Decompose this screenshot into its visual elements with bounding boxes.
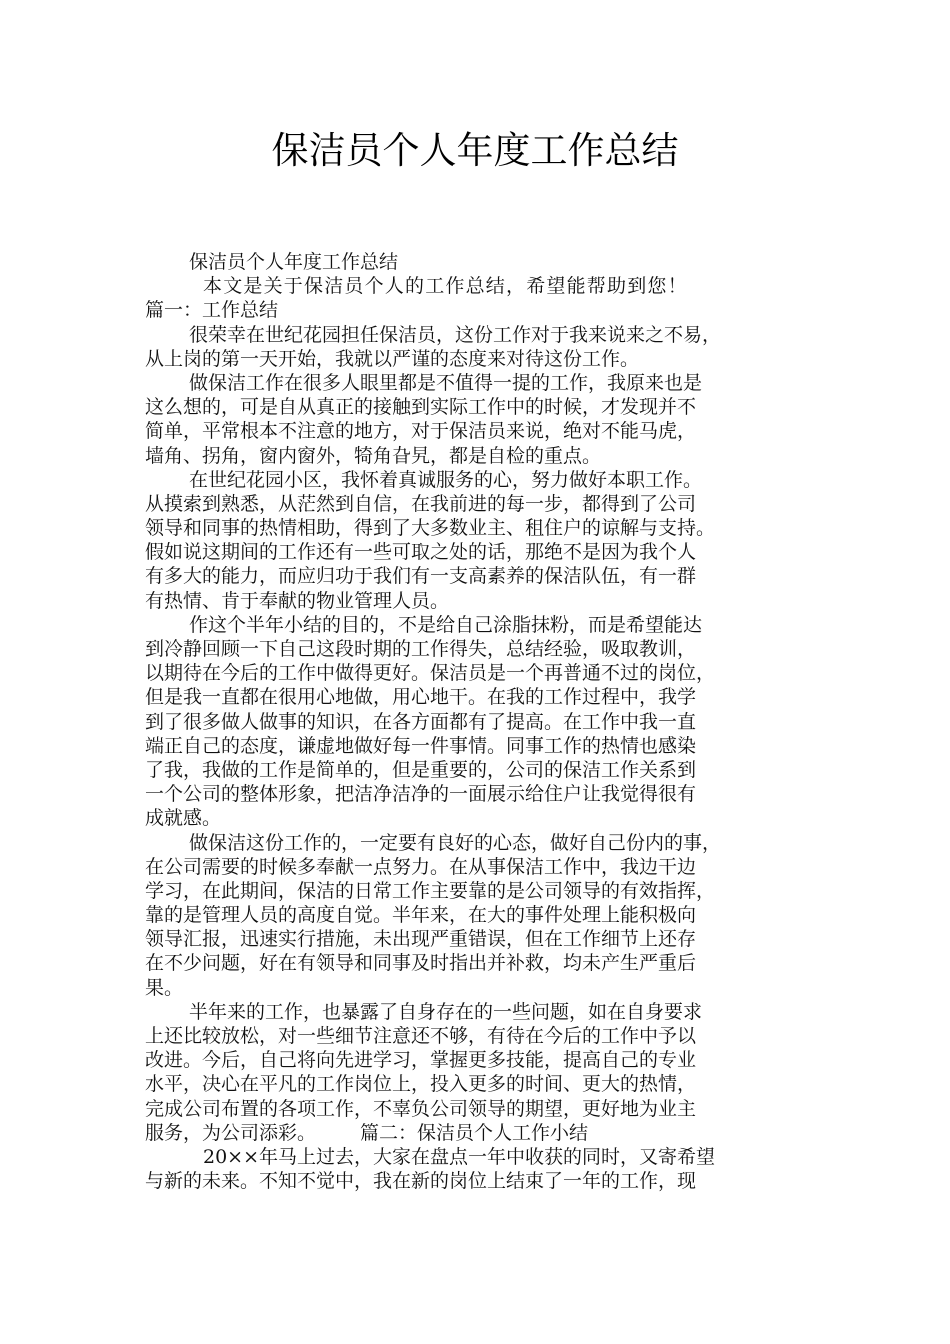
paragraph-line: 在公司需要的时候多奉献一点努力。在从事保洁工作中，我边干边	[145, 855, 697, 878]
paragraph-line: 墙角、拐角，窗内窗外，犄角旮旯，都是自检的重点。	[145, 444, 602, 467]
paragraph-end-text: 服务，为公司添彩。	[145, 1121, 317, 1144]
paragraph-line: 有热情、肯于奉献的物业管理人员。	[145, 589, 450, 612]
paragraph-line: 20××年马上过去，大家在盘点一年中收获的同时，又寄希望	[203, 1145, 716, 1168]
paragraph-line-with-heading	[145, 1121, 835, 1145]
paragraph-line: 学习，在此期间，保洁的日常工作主要靠的是公司领导的有效指挥，	[145, 879, 716, 902]
paragraph-line: 从上岗的第一天开始，我就以严谨的态度来对待这份工作。	[145, 347, 640, 370]
paragraph-line: 半年来的工作，也暴露了自身存在的一些问题，如在自身要求	[189, 1000, 703, 1023]
paragraph-line: 完成公司布置的各项工作，不辜负公司领导的期望，更好地为业主	[145, 1097, 697, 1120]
paragraph-line: 假如说这期间的工作还有一些可取之处的话，那绝不是因为我个人	[145, 541, 697, 564]
paragraph-line: 领导汇报，迅速实行措施，未出现严重错误，但在工作细节上还存	[145, 928, 697, 951]
paragraph-line: 简单，平常根本不注意的地方，对于保洁员来说，绝对不能马虎，	[145, 420, 697, 443]
paragraph-line: 领导和同事的热情相助，得到了大多数业主、租住户的谅解与支持。	[145, 517, 716, 540]
paragraph-line: 改进。今后，自己将向先进学习，掌握更多技能，提高自己的专业	[145, 1049, 697, 1072]
paragraph-line: 了我，我做的工作是简单的，但是重要的，公司的保洁工作关系到	[145, 758, 697, 781]
paragraph-line: 但是我一直都在很用心地做，用心地干。在我的工作过程中，我学	[145, 686, 697, 709]
intro-line: 本文是关于保洁员个人的工作总结，希望能帮助到您！	[203, 275, 688, 298]
paragraph-line: 在不少问题，好在有领导和同事及时指出并补救，均未产生严重后	[145, 952, 697, 975]
paragraph-line: 在世纪花园小区，我怀着真诚服务的心，努力做好本职工作。	[189, 468, 703, 491]
paragraph-line: 上还比较放松，对一些细节注意还不够，有待在今后的工作中予以	[145, 1025, 697, 1047]
document-title: 保洁员个人年度工作总结	[271, 129, 679, 172]
paragraph-line: 端正自己的态度，谦虚地做好每一件事情。同事工作的热情也感染	[145, 734, 697, 757]
section-heading-1: 篇一：工作总结	[145, 299, 279, 322]
paragraph-line: 与新的未来。不知不觉中，我在新的岗位上结束了一年的工作，现	[145, 1170, 697, 1193]
paragraph-line: 做保洁工作在很多人眼里都是不值得一提的工作，我原来也是	[189, 371, 703, 394]
paragraph-line: 靠的是管理人员的高度自觉。半年来，在大的事件处理上能积极向	[145, 904, 697, 927]
paragraph-line: 有多大的能力，而应归功于我们有一支高素养的保洁队伍，有一群	[145, 565, 697, 588]
paragraph-line: 以期待在今后的工作中做得更好。保洁员是一个再普通不过的岗位，	[145, 662, 716, 685]
paragraph-line: 这么想的，可是自从真正的接触到实际工作中的时候，才发现并不	[145, 396, 697, 419]
paragraph-line: 果。	[145, 976, 184, 999]
paragraph-line: 到了很多做人做事的知识，在各方面都有了提高。在工作中我一直	[145, 710, 697, 733]
paragraph-line: 很荣幸在世纪花园担任保洁员，这份工作对于我来说来之不易，	[189, 323, 722, 346]
paragraph-line: 成就感。	[145, 807, 222, 830]
section-heading-2: 篇二：保洁员个人工作小结	[360, 1121, 589, 1144]
document-body	[145, 250, 835, 1193]
paragraph-line: 到冷静回顾一下自己这段时期的工作得失，总结经验，吸取教训，	[145, 638, 697, 660]
paragraph-line: 水平，决心在平凡的工作岗位上，投入更多的时间、更大的热情，	[145, 1073, 697, 1096]
paragraph-line: 一个公司的整体形象，把洁净洁净的一面展示给住户让我觉得很有	[145, 783, 697, 806]
paragraph-line: 从摸索到熟悉，从茫然到自信，在我前进的每一步，都得到了公司	[145, 492, 697, 515]
paragraph-line: 作这个半年小结的目的，不是给自己涂脂抹粉，而是希望能达	[189, 613, 703, 636]
subtitle-line: 保洁员个人年度工作总结	[189, 251, 399, 273]
paragraph-line: 做保洁这份工作的，一定要有良好的心态，做好自己份内的事，	[189, 831, 722, 854]
